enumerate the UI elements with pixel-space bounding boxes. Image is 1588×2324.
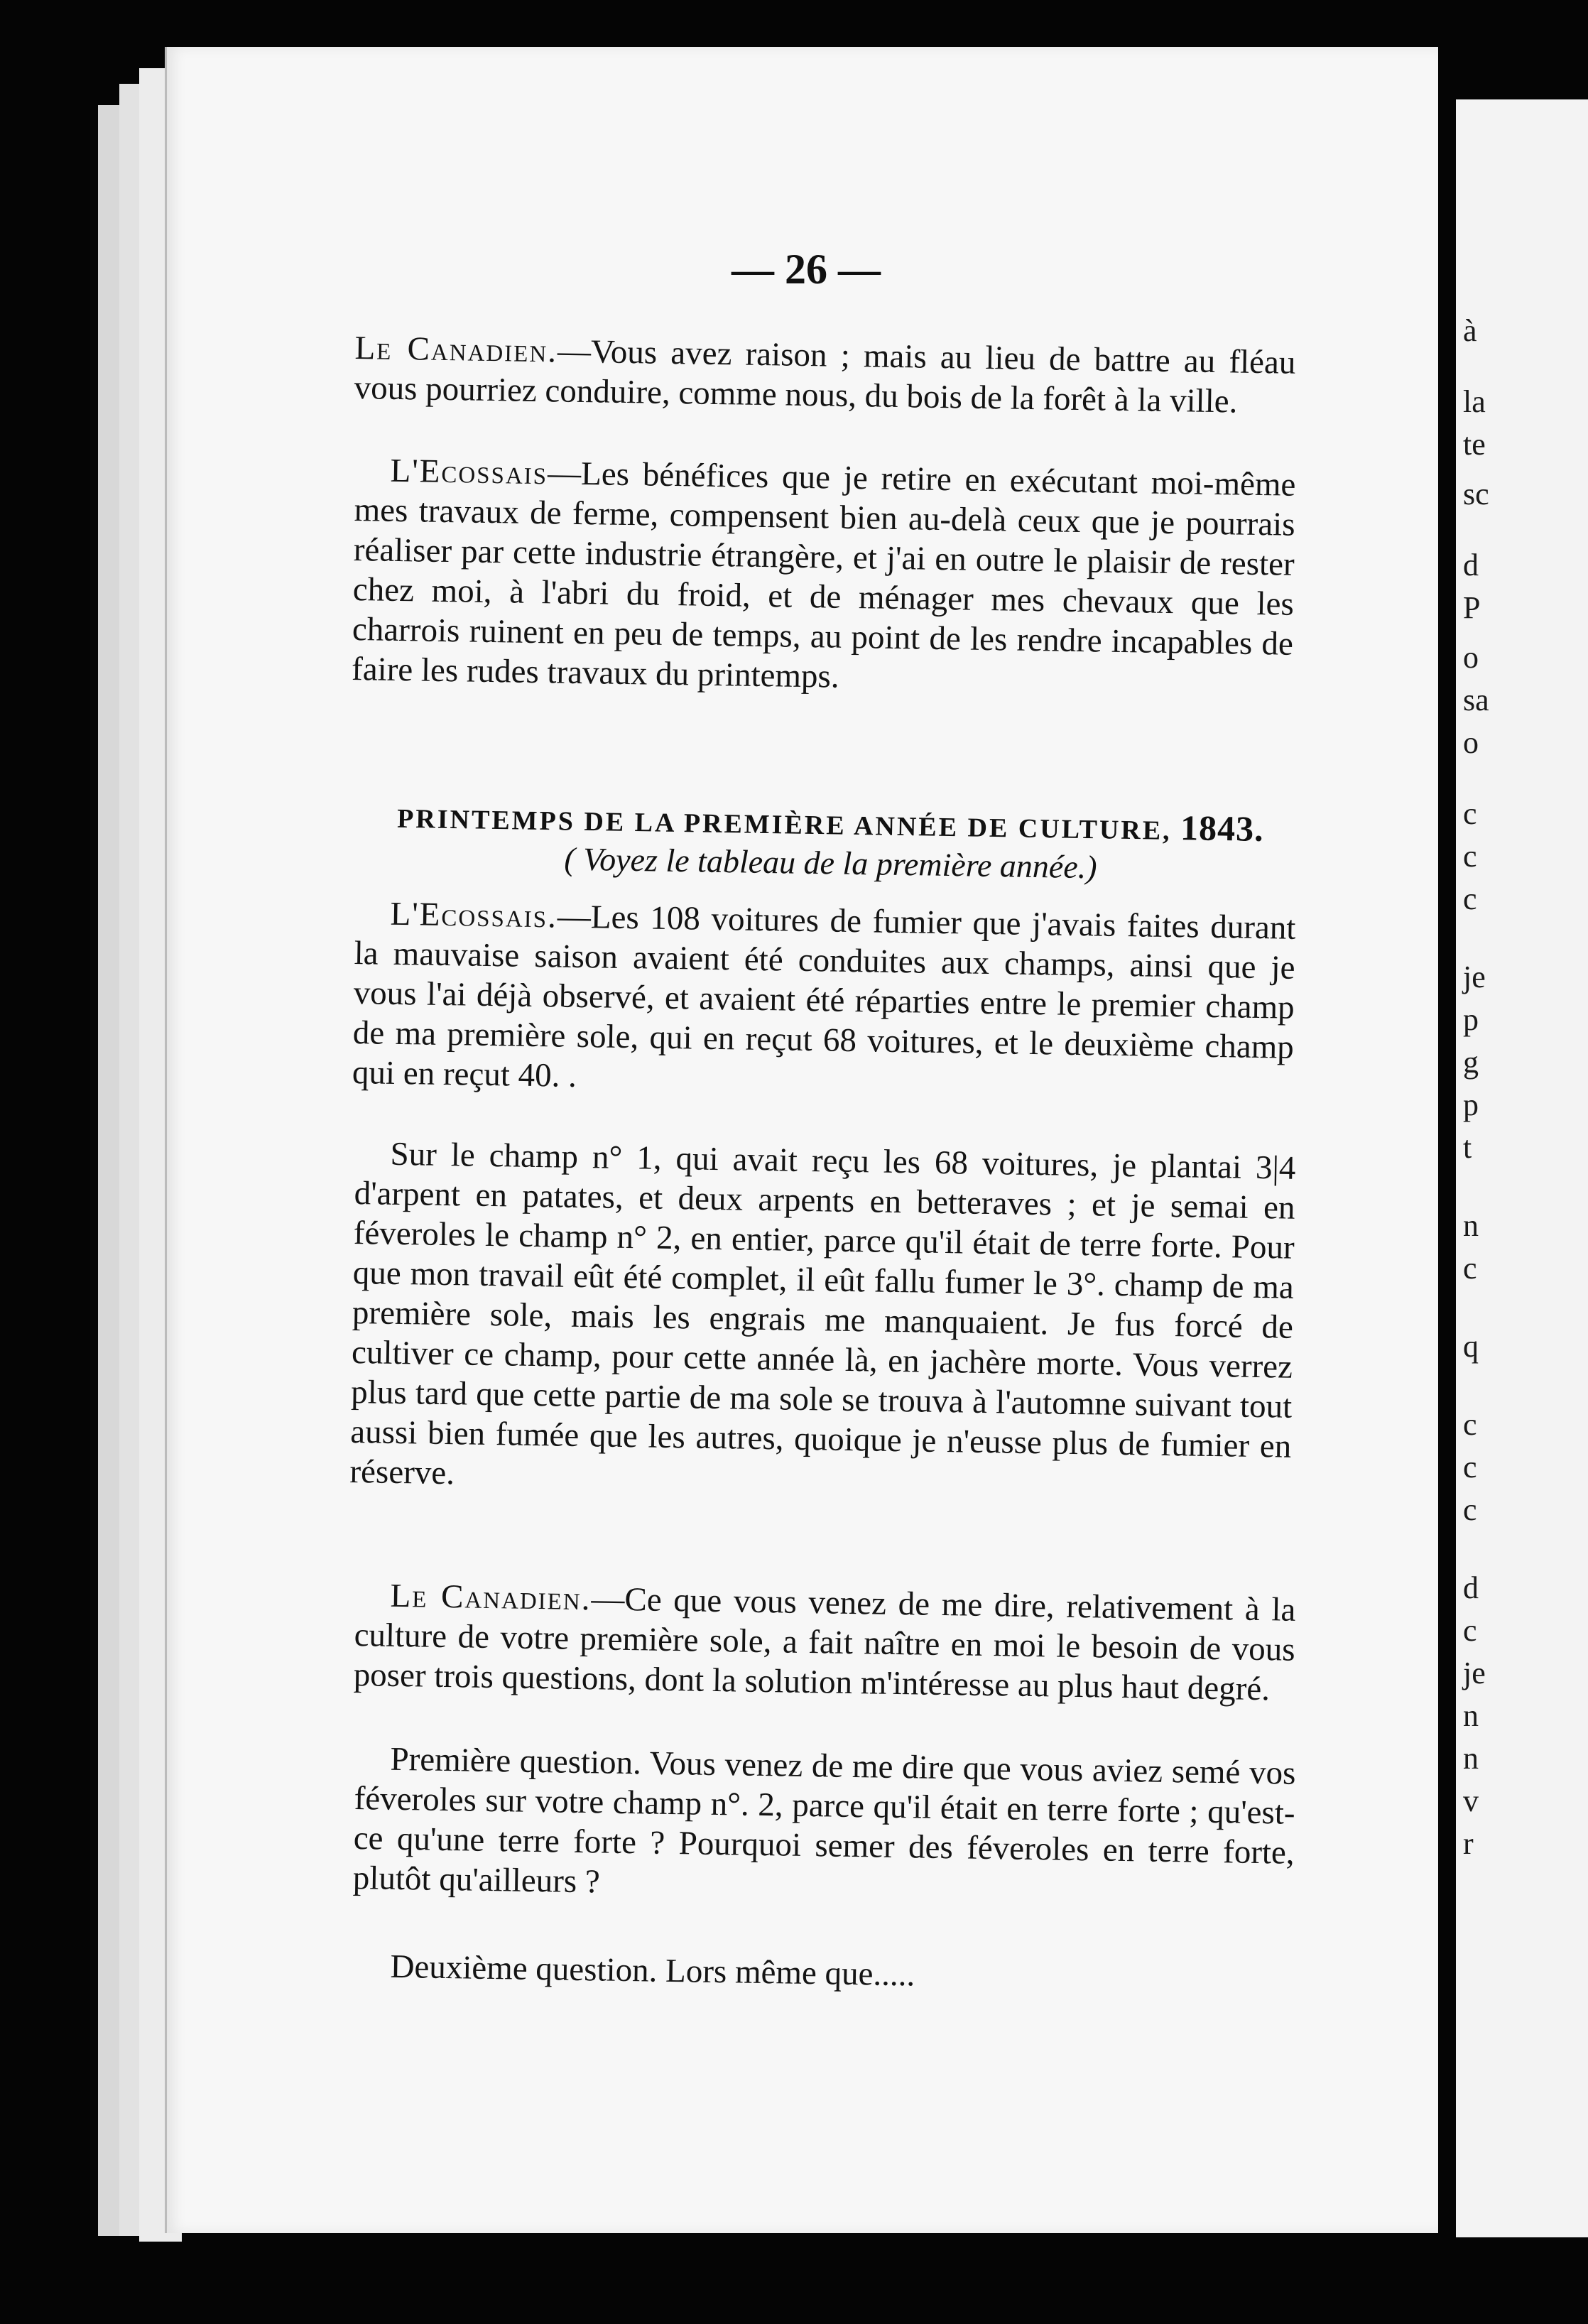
paragraph-text: —Vous avez raison ; mais au lieu de battre au fléau vous pourriez conduire, comme nous, du bois de la forêt à la ville. — [354, 332, 1296, 420]
dialogue-paragraph — [352, 450, 1296, 704]
section-subheading: ( Voyez le tableau de la première année.) — [564, 840, 1097, 886]
paragraph-text: —Ce que vous venez de me dire, relativement à la culture de votre première sole, a fait naître en moi le besoin de vous poser trois questions, dont la solution m'intéresse au plus haut degré. — [353, 1580, 1296, 1708]
right-page-text-fragment: sc — [1463, 477, 1489, 511]
speaker-name: Le Canadien. — [390, 1577, 592, 1618]
right-page-text-fragment: je — [1463, 1656, 1486, 1690]
right-page-text-fragment: c — [1463, 839, 1477, 874]
right-page-text-fragment: P — [1463, 590, 1481, 625]
right-page-text-fragment: c — [1463, 1450, 1477, 1484]
paragraph-text: —Les bénéfices que je retire en exécutant moi-même mes travaux de ferme, compensent bien au-delà ceux que je pourrais réaliser par cette industrie étrangère, et j'ai en outre le plaisir de rester chez moi, à l'abri du froid, et de ménager mes chevaux que les charrois ruinent en peu de temps, au point de les rendre incapables de faire les rudes travaux du printemps. — [351, 455, 1296, 695]
section-heading-year: 1843. — [1180, 808, 1265, 849]
paragraph-text: —Les 108 voitures de fumier que j'avais faites durant la mauvaise saison avaient été conduites aux champs, ainsi que je vous l'ai déjà observé, et avaient été réparties entre le premier champ de ma première sole, qui en reçut 68 voitures, et le deuxième champ qui en reçut 40. . — [352, 898, 1296, 1095]
right-page-text-fragment: t — [1463, 1130, 1472, 1165]
right-page-text-fragment: n — [1463, 1741, 1479, 1776]
dialogue-paragraph — [352, 894, 1296, 1107]
page-number: — 26 — — [732, 246, 881, 293]
right-page-text-fragment: c — [1463, 1251, 1477, 1286]
right-page-text-fragment: r — [1463, 1826, 1474, 1861]
paragraph-text: Deuxième question. Lors même que..... — [390, 1948, 915, 1994]
right-page-text-fragment: p — [1463, 1087, 1479, 1122]
right-page-text-fragment: c — [1463, 1407, 1477, 1442]
right-page-text-fragment: v — [1463, 1783, 1479, 1818]
right-page-text-fragment: p — [1463, 1002, 1479, 1037]
right-page-text-fragment: n — [1463, 1698, 1479, 1733]
dialogue-paragraph — [353, 1575, 1295, 1710]
right-page-text-fragment: o — [1463, 725, 1479, 760]
right-page-text-fragment: n — [1463, 1208, 1479, 1243]
section-heading-label: PRINTEMPS DE LA PREMIÈRE ANNÉE DE CULTURE, — [396, 803, 1172, 846]
speaker-name: Le Canadien. — [354, 329, 558, 370]
right-page-text-fragment: d — [1463, 548, 1479, 582]
right-page-text-fragment: c — [1463, 1492, 1477, 1527]
paragraph-text: Première question. Vous venez de me dire que vous aviez semé vos féveroles sur votre champ n°. 2, parce qu'il était en terre forte ; qu'est-ce qu'une terre forte ? Pourquoi semer des féveroles en terre forte, plutôt qu'ailleurs ? — [352, 1740, 1296, 1901]
right-page-text-fragment: g — [1463, 1045, 1479, 1080]
dialogue-paragraph — [354, 328, 1296, 423]
right-page-text-fragment: te — [1463, 427, 1486, 462]
right-page-text-fragment: la — [1463, 384, 1486, 419]
right-page-text-fragment: je — [1463, 960, 1486, 994]
right-page-text-fragment: sa — [1463, 683, 1489, 717]
right-page-text-fragment: d — [1463, 1570, 1479, 1605]
right-page-text-fragment: q — [1463, 1329, 1479, 1364]
speaker-name: L'Ecossais — [390, 452, 548, 492]
right-page-text-fragment: o — [1463, 640, 1479, 675]
right-page-text-fragment: c — [1463, 796, 1477, 831]
right-page-text-fragment: c — [1463, 881, 1477, 916]
right-page-text-fragment: c — [1463, 1613, 1477, 1648]
dialogue-paragraph — [349, 1134, 1296, 1506]
dialogue-paragraph — [352, 1739, 1295, 1913]
right-page-text-fragment: à — [1463, 313, 1477, 348]
right-page-fragment — [1456, 99, 1588, 2237]
speaker-name: L'Ecossais. — [390, 895, 558, 935]
paragraph-text: Sur le champ n° 1, qui avait reçu les 68 voitures, je plantai 3|4 d'arpent en patates, et deux arpents en betteraves ; et je semai en féveroles le champ n° 2, en entier, parce qu'il était de terre forte. Pour que mon travail eût été complet, il eût fallu fumer le 3°. champ de ma première sole, mais les engrais me manquaient. Je fus forcé de cultiver ce champ, pour cette année là, en jachère morte. Vous verrez plus tard que cette partie de ma sole se trouva à l'automne suivant tout aussi bien fumée que les autres, quoique je n'eusse plus de fumier en réserve. — [349, 1135, 1296, 1492]
